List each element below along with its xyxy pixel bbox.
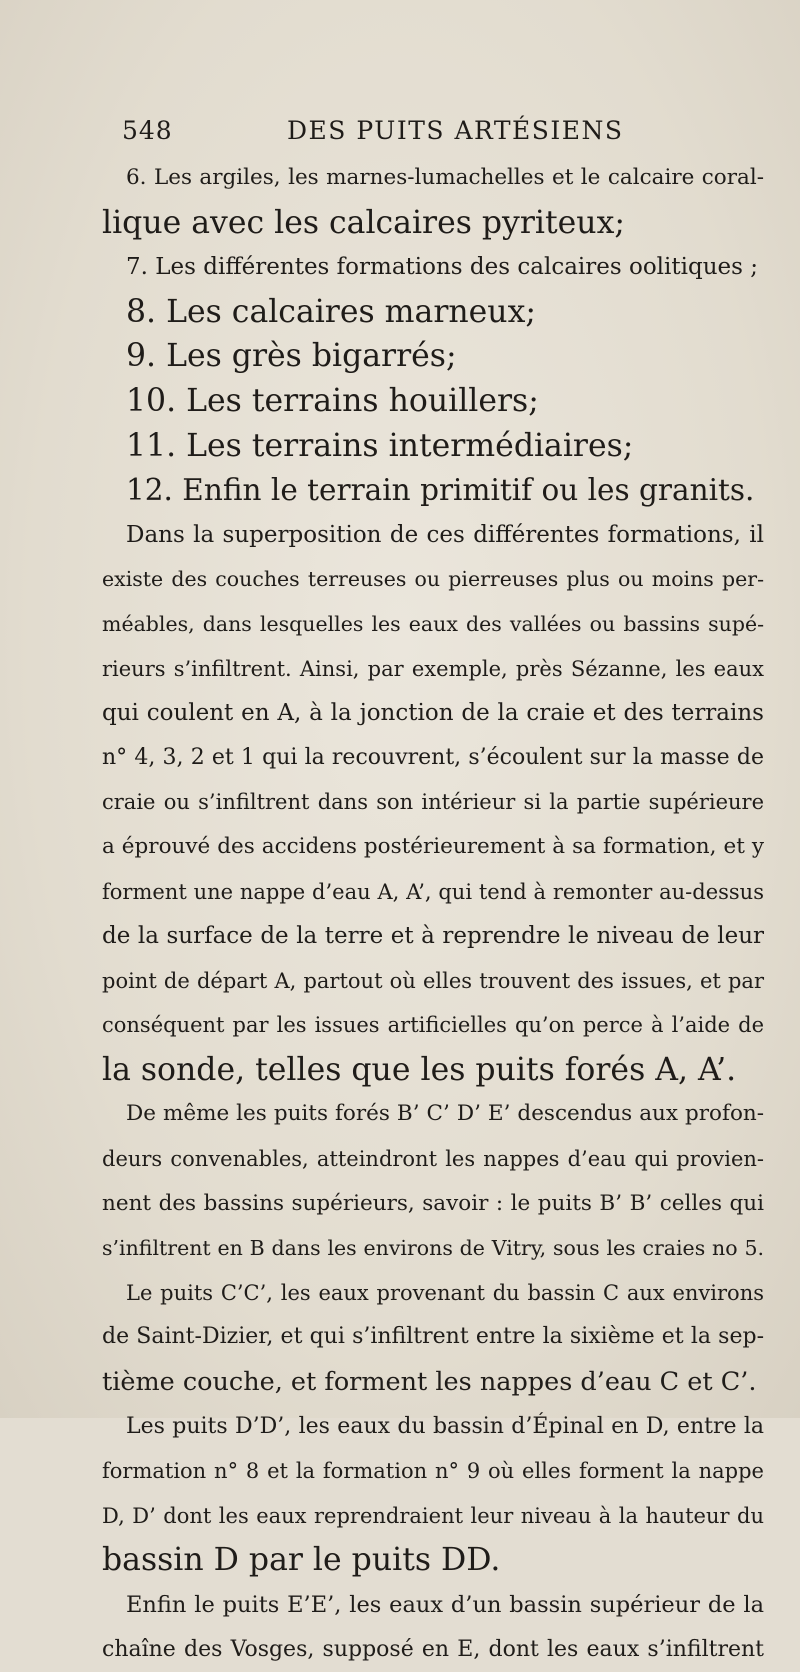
paragraph-line: point de départ A, partout où elles trouvent des issues, et par [102,968,764,993]
paragraph-line: tième couche, et forment les nappes d’eau C et C’. [102,1367,757,1398]
list-item-12: 12. Enfin le terrain primitif ou les granits. [126,473,755,508]
paragraph-line: craie ou s’infiltrent dans son intérieur si la partie supérieure [102,790,764,815]
paragraph-line: formation n° 8 et la formation n° 9 où elles forment la nappe [102,1459,764,1484]
list-item-9: 9. Les grès bigarrés; [126,338,457,375]
paragraph-line: existe des couches terreuses ou pierreuses plus ou moins per- [102,567,764,592]
paragraph-line: nent des bassins supérieurs, savoir : le puits B’ B’ celles qui [102,1190,764,1216]
paragraph-line: forment une nappe d’eau A, A’, qui tend à remonter au-dessus [102,879,764,904]
paragraph-line: bassin D par le puits DD. [102,1542,501,1579]
paragraph-line: n° 4, 3, 2 et 1 qui la recouvrent, s’écoulent sur la masse de [102,744,764,770]
paragraph-line: conséquent par les issues artificielles qu’on perce à l’aide de [102,1013,764,1038]
list-item-6: 6. Les argiles, les marnes-lumachelles et le calcaire coral- [126,165,764,190]
paragraph-line: De même les puits forés B’ C’ D’ E’ descendus aux profon- [126,1101,764,1127]
paragraph-line: qui coulent en A, à la jonction de la craie et des terrains [102,700,764,727]
paragraph-line: Le puits C’C’, les eaux provenant du bassin C aux environs [126,1280,764,1305]
running-head [122,116,760,156]
body-text [102,156,764,1672]
list-item-7: 7. Les différentes formations des calcaires oolitiques ; [126,254,759,281]
paragraph-line: Dans la superposition de ces différentes formations, il [126,521,764,548]
paragraph-line: a éprouvé des accidens postérieurement à sa formation, et y [102,833,764,859]
paragraph-line: s’infiltrent en B dans les environs de Vitry, sous les craies no 5. [102,1236,764,1261]
paragraph-line: Enfin le puits E’E’, les eaux d’un bassin supérieur de la [126,1592,764,1618]
paragraph-line: D, D’ dont les eaux reprendraient leur niveau à la hauteur du [102,1503,764,1528]
page-number: 548 [122,116,173,145]
list-item-11: 11. Les terrains intermédiaires; [126,427,634,464]
paragraph-line: rieurs s’infiltrent. Ainsi, par exemple, près Sézanne, les eaux [102,656,764,681]
paragraph-line: méables, dans lesquelles les eaux des vallées ou bassins supé- [102,611,764,636]
paragraph-line: de Saint-Dizier, et qui s’infiltrent entre la sixième et la sep- [102,1324,764,1350]
list-item-10: 10. Les terrains houillers; [126,382,539,419]
paragraph-line: Les puits D’D’, les eaux du bassin d’Épinal en D, entre la [126,1413,764,1439]
running-title: DES PUITS ARTÉSIENS [287,116,624,145]
paragraph-line: de la surface de la terre et à reprendre le niveau de leur [102,923,764,950]
paragraph-line: la sonde, telles que les puits forés A, A’. [102,1051,737,1088]
paragraph-line: chaîne des Vosges, supposé en E, dont les eaux s’infiltrent [102,1636,764,1662]
list-item-6-continuation: lique avec les calcaires pyriteux; [102,204,625,241]
paragraph-line: deurs convenables, atteindront les nappes d’eau qui provien- [102,1147,764,1172]
list-item-8: 8. Les calcaires marneux; [126,293,536,330]
